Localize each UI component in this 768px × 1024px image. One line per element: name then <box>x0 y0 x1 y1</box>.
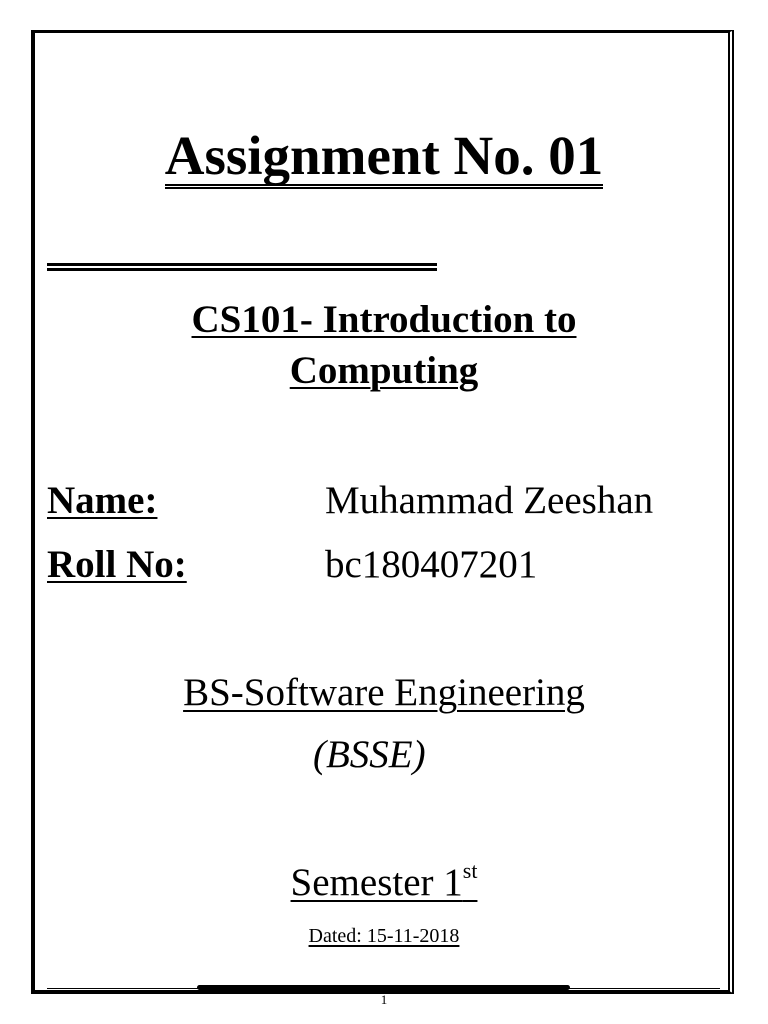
date <box>0 925 768 948</box>
program-name <box>0 670 768 715</box>
program-name-text: BS-Software Engineering <box>183 671 585 714</box>
semester-ordinal-suffix: st <box>462 858 478 883</box>
date-text: Dated: 15-11-2018 <box>308 925 460 947</box>
name-value: Muhammad Zeeshan <box>325 479 654 522</box>
footer-divider-thick <box>197 985 570 990</box>
semester <box>0 860 768 905</box>
assignment-title-text: Assignment No. 01 <box>165 128 604 189</box>
name-label: Name: <box>47 479 158 522</box>
roll-number-label: Roll No: <box>47 543 187 586</box>
semester-text: Semester 1 <box>290 861 463 904</box>
course-title-line1: CS101- Introduction to <box>191 298 577 341</box>
course-title-line2: Computing <box>289 349 479 392</box>
page-number: 1 <box>380 992 388 1007</box>
assignment-title <box>0 125 768 189</box>
double-rule-divider <box>47 263 437 271</box>
roll-number-value: bc180407201 <box>325 543 538 586</box>
program-abbreviation: (BSSE) <box>313 733 426 776</box>
course-title <box>0 294 768 396</box>
semester-text-wrap <box>290 858 478 904</box>
footer-divider <box>47 983 720 991</box>
